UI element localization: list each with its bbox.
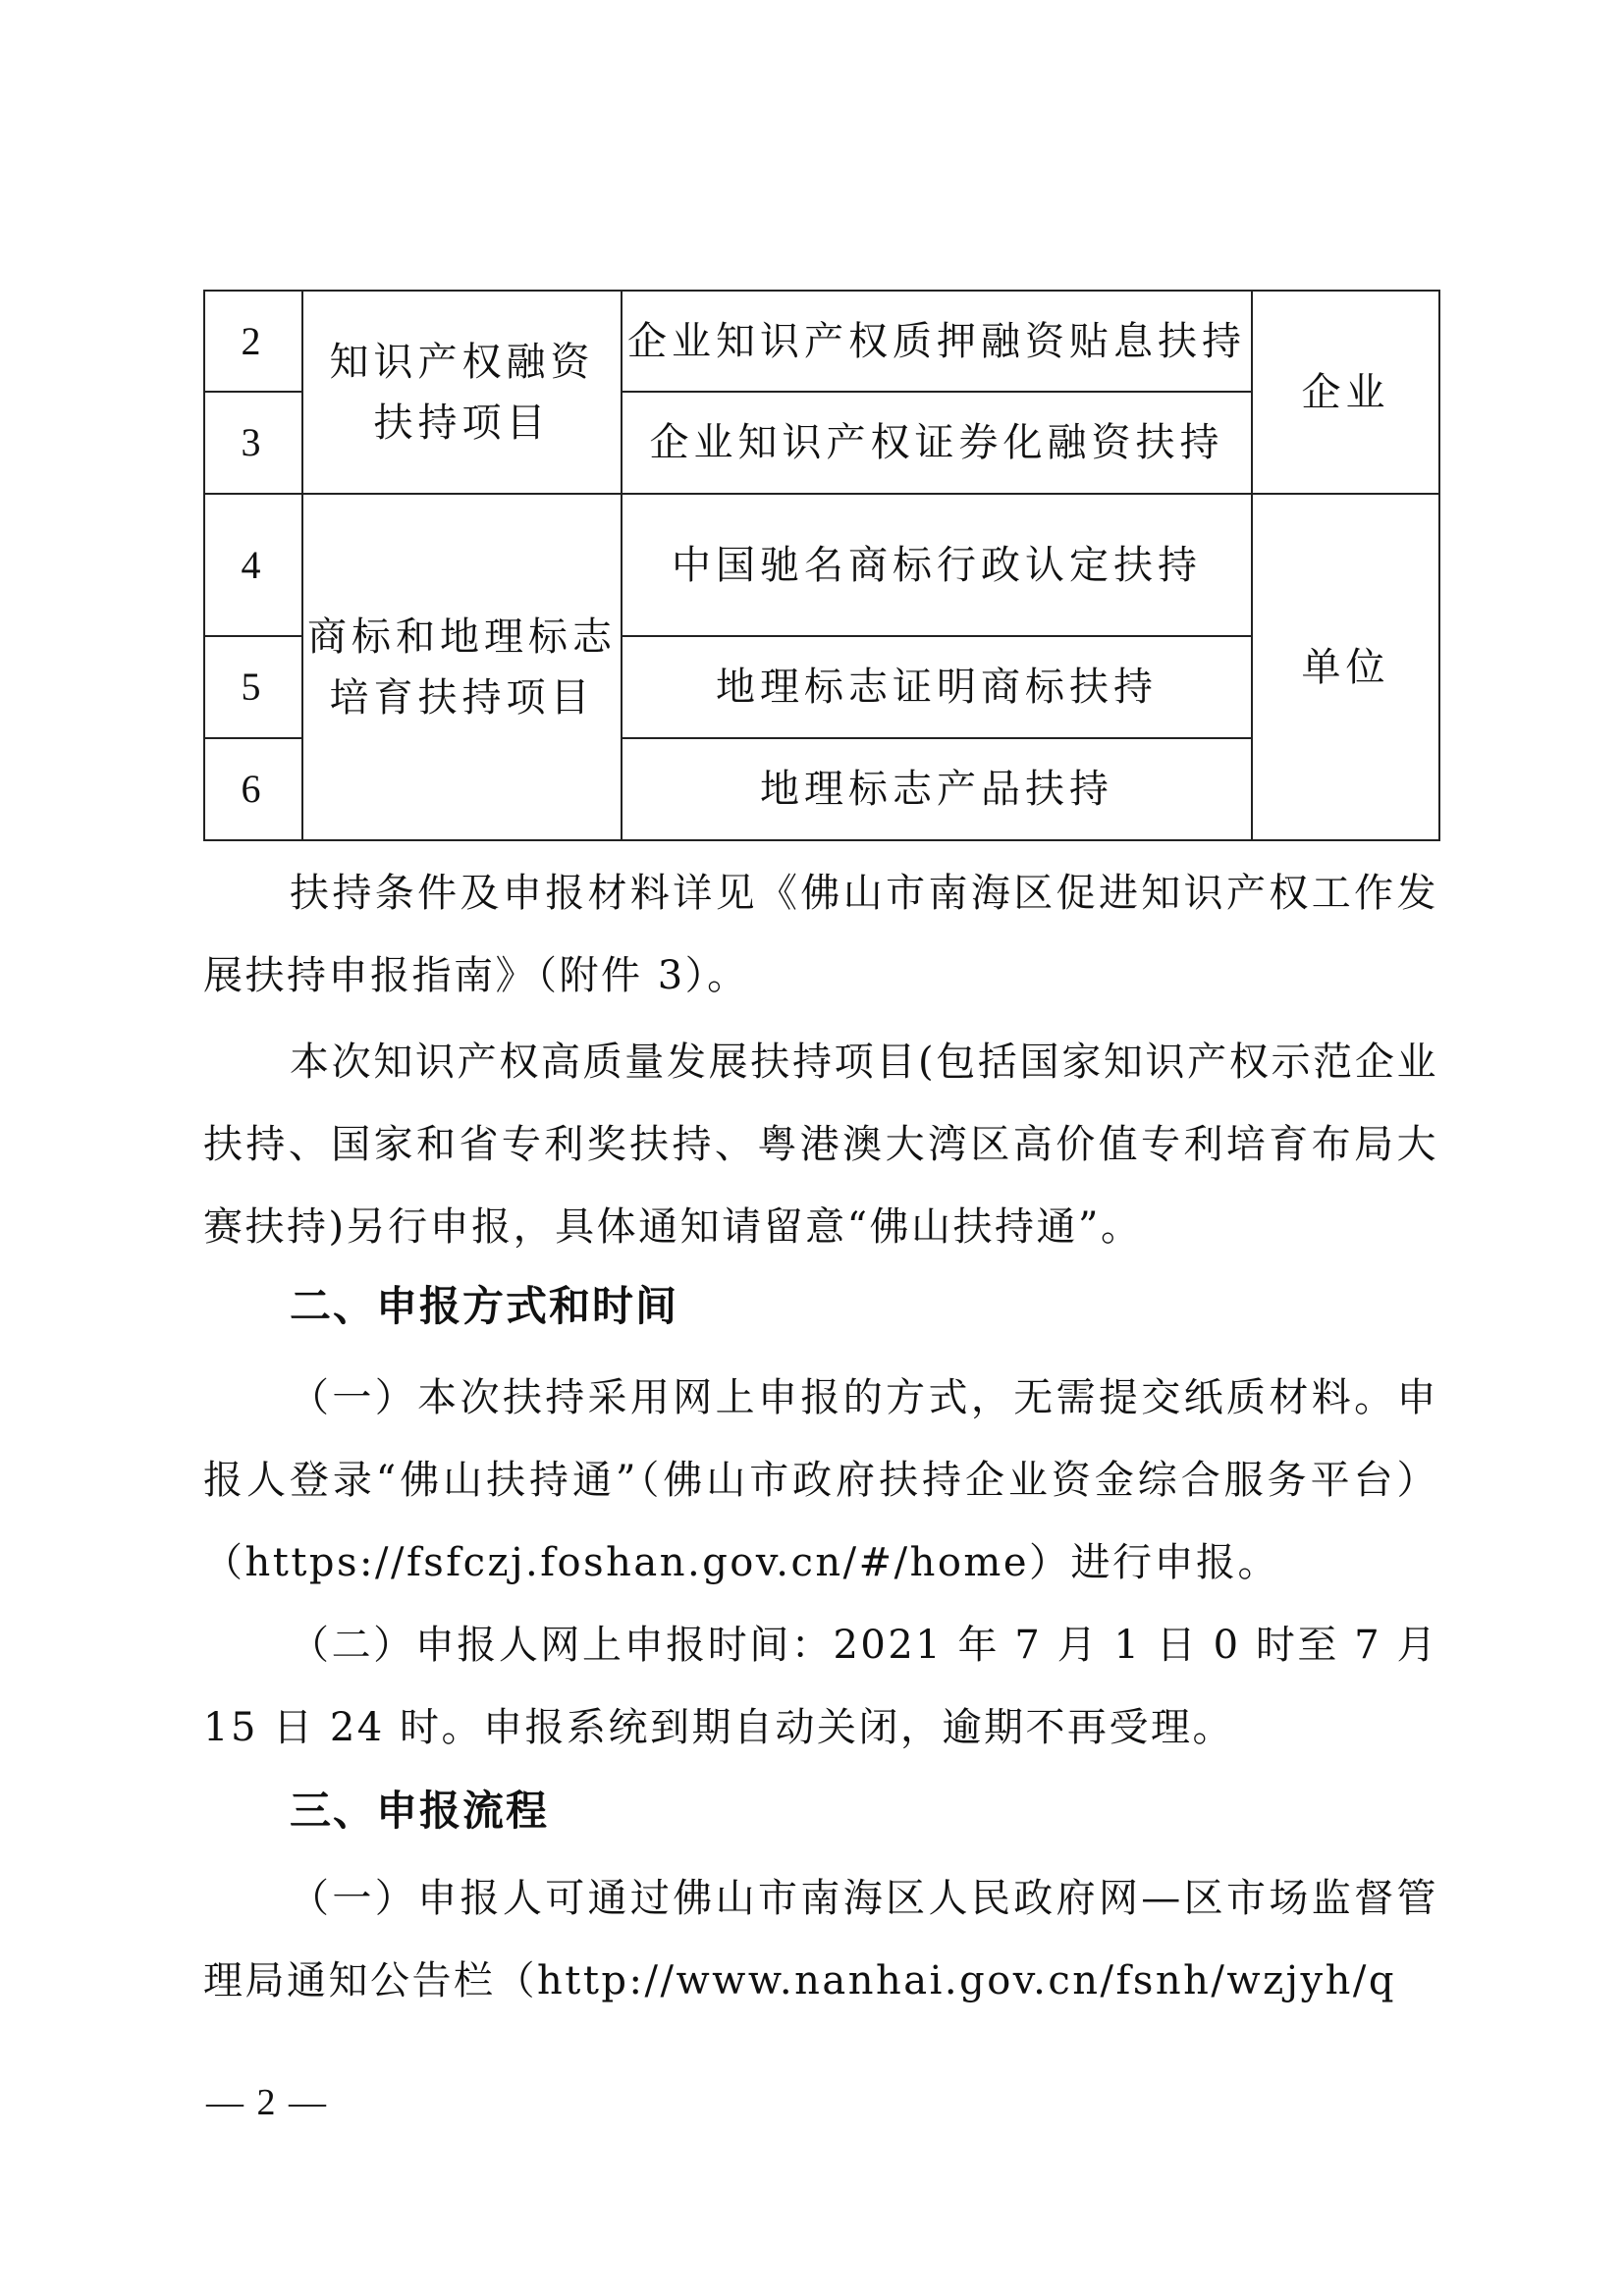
category-cell: 商标和地理标志培育扶持项目 — [302, 494, 622, 840]
table-row — [204, 291, 1439, 392]
paragraph-online-application: （一）本次扶持采用网上申报的方式，无需提交纸质材料。申报人登录“佛山扶持通”（佛山市政府扶持企业资金综合服务平台）（https://fsfczj.foshan.gov.cn/#/home）进行申报。 — [203, 1375, 1438, 1585]
item-cell: 企业知识产权证券化融资扶持 — [622, 392, 1252, 494]
paragraph-process-step-1: （一）申报人可通过佛山市南海区人民政府网—区市场监督管理局通知公告栏（http://www.nanhai.gov.cn/fsnh/wzjyh/q — [203, 1876, 1438, 2003]
support-items-table — [203, 290, 1440, 841]
table-row — [204, 494, 1439, 636]
category-cell: 知识产权融资扶持项目 — [302, 291, 622, 494]
section-heading-process: 三、申报流程 — [290, 1787, 550, 1835]
row-number: 2 — [204, 291, 302, 392]
section-heading-method-time: 二、申报方式和时间 — [290, 1282, 679, 1330]
object-cell: 单位 — [1252, 494, 1439, 840]
row-number: 3 — [204, 392, 302, 494]
paragraph-separate-application: 本次知识产权高质量发展扶持项目(包括国家知识产权示范企业扶持、国家和省专利奖扶持、粤港澳大湾区高价值专利培育布局大赛扶持)另行申报，具体通知请留意“佛山扶持通”。 — [203, 1040, 1438, 1250]
object-cell: 企业 — [1252, 291, 1439, 494]
item-cell: 企业知识产权质押融资贴息扶持 — [622, 291, 1252, 392]
item-cell: 地理标志证明商标扶持 — [622, 636, 1252, 738]
row-number: 5 — [204, 636, 302, 738]
item-cell: 地理标志产品扶持 — [622, 738, 1252, 840]
paragraph-application-time: （二）申报人网上申报时间：2021 年 7 月 1 日 0 时至 7 月 15 日 24 时。申报系统到期自动关闭，逾期不再受理。 — [203, 1623, 1438, 1750]
page-number: — 2 — — [206, 2082, 328, 2123]
row-number: 4 — [204, 494, 302, 636]
paragraph-guide-reference: 扶持条件及申报材料详见《佛山市南海区促进知识产权工作发展扶持申报指南》（附件 3）。 — [203, 871, 1438, 998]
row-number: 6 — [204, 738, 302, 840]
item-cell: 中国驰名商标行政认定扶持 — [622, 494, 1252, 636]
